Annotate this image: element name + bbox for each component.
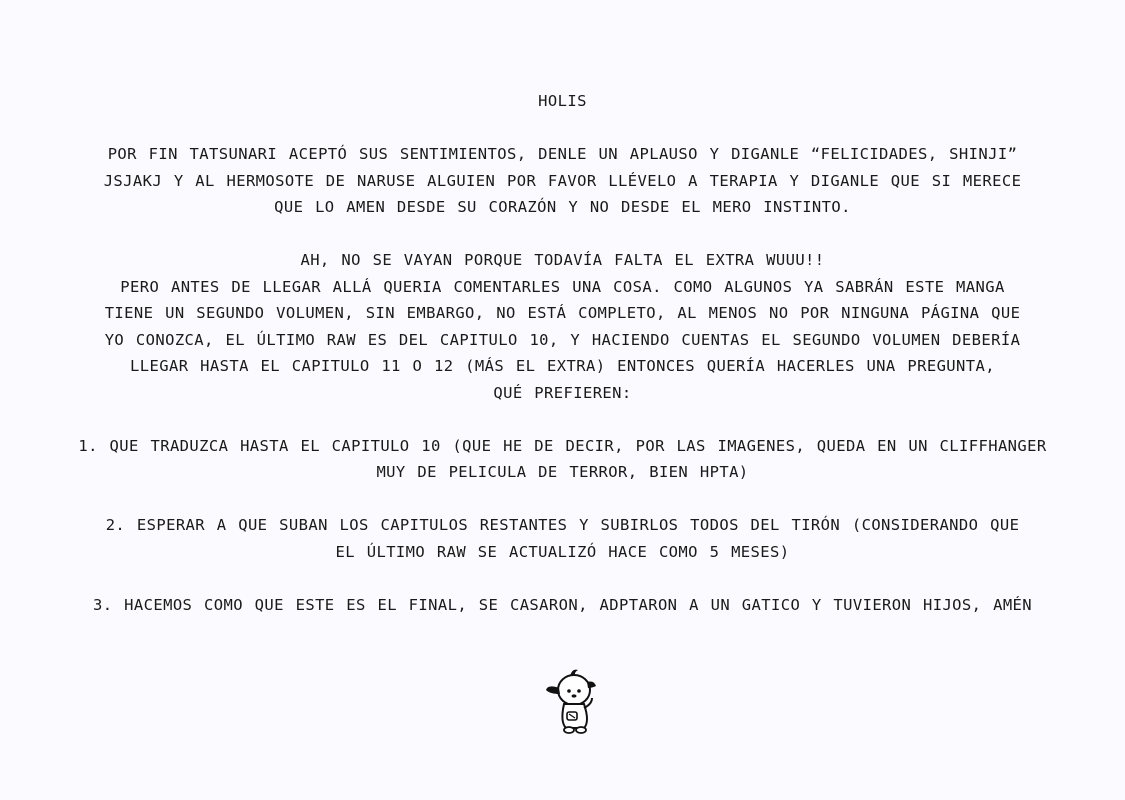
p2-line-5: LLEGAR HASTA EL CAPITULO 11 O 12 (MÁS EL EXTRA) ENTONCES QUERÍA HACERLES UNA PREGUNTA, xyxy=(130,357,995,375)
p1-line-2: JSJAKJ Y AL HERMOSOTE DE NARUSE ALGUIEN POR FAVOR LLÉVELO A TERAPIA Y DIGANLE QUE SI MERECE xyxy=(103,171,1022,190)
option-1-line-1: 1. QUE TRADUZCA HASTA EL CAPITULO 10 (QUE HE DE DECIR, POR LAS IMAGENES, QUEDA EN UN CLIFFHANGER xyxy=(78,436,1047,455)
p2-line-2: PERO ANTES DE LLEGAR ALLÁ QUERIA COMENTARLES UNA COSA. COMO ALGUNOS YA SABRÁN ESTE MANGA xyxy=(120,277,1005,296)
p2-line-1: AH, NO SE VAYAN PORQUE TODAVÍA FALTA EL EXTRA WUUU!! xyxy=(300,251,825,269)
p2-line-3: TIENE UN SEGUNDO VOLUMEN, SIN EMBARGO, NO ESTÁ COMPLETO, AL MENOS NO POR NINGUNA PÁGINA QUE xyxy=(104,304,1021,322)
option-1-line-2: MUY DE PELICULA DE TERROR, BIEN HPTA) xyxy=(376,463,749,481)
p1-line-3: QUE LO AMEN DESDE SU CORAZÓN Y NO DESDE EL MERO INSTINTO. xyxy=(274,198,851,216)
p1-line-1: POR FIN TATSUNARI ACEPTÓ SUS SENTIMIENTOS, DENLE UN APLAUSO Y DIGANLE “FELICIDADES, SHINJI” xyxy=(107,145,1018,163)
title: HOLIS xyxy=(538,92,587,110)
option-2-line-2: EL ÚLTIMO RAW SE ACTUALIZÓ HACE COMO 5 MESES) xyxy=(335,542,790,561)
option-2-line-1: 2. ESPERAR A QUE SUBAN LOS CAPITULOS RESTANTES Y SUBIRLOS TODOS DEL TIRÓN (CONSIDERANDO QUE xyxy=(105,516,1020,534)
p2-line-6: QUÉ PREFIEREN: xyxy=(493,383,632,402)
puppy-mascot-icon xyxy=(544,664,604,736)
option-3-line-1: 3. HACEMOS COMO QUE ESTE ES EL FINAL, SE CASARON, ADPTARON A UN GATICO Y TUVIERON HIJOS, AMÉN xyxy=(92,595,1033,614)
p2-line-4: YO CONOZCA, EL ÚLTIMO RAW ES DEL CAPITULO 10, Y HACIENDO CUENTAS EL SEGUNDO VOLUMEN DEBERÍA xyxy=(104,330,1021,349)
message-text xyxy=(60,88,1065,618)
